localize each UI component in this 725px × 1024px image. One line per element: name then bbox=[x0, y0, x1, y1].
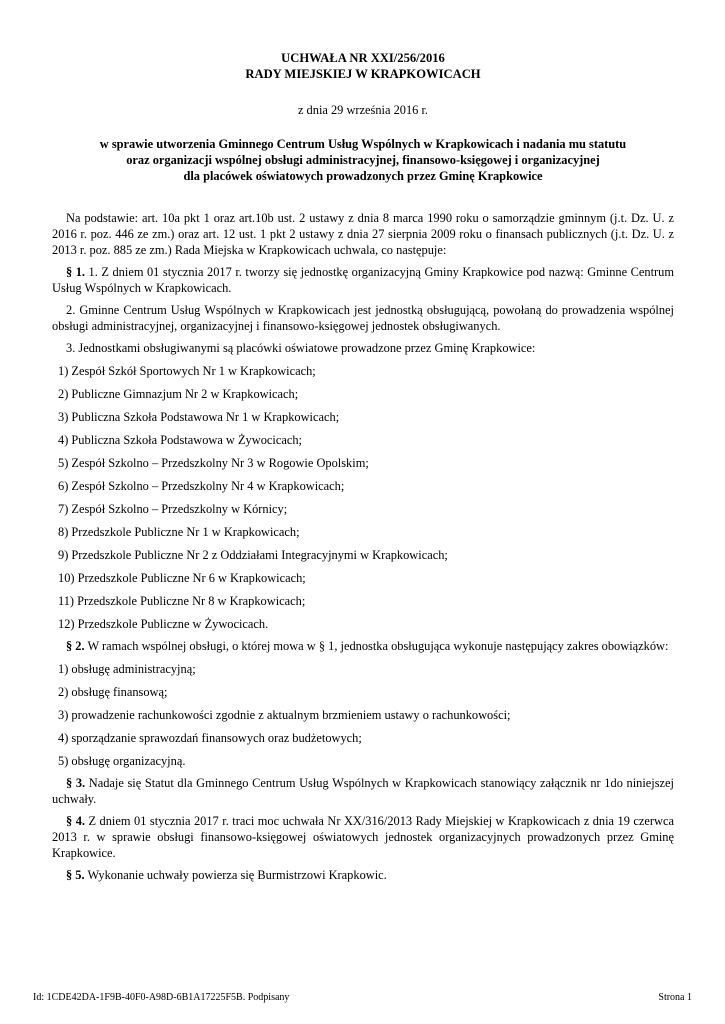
resolution-subject bbox=[52, 136, 674, 184]
list-item: 10) Przedszkole Publiczne Nr 6 w Krapkowicach; bbox=[58, 571, 306, 585]
list-item: 1) Zespół Szkół Sportowych Nr 1 w Krapkowicach; bbox=[58, 364, 316, 378]
list-item: 9) Przedszkole Publiczne Nr 2 z Oddziałami Integracyjnymi w Krapkowicach; bbox=[58, 548, 448, 562]
resolution-number: UCHWAŁA NR XXI/256/2016 bbox=[281, 51, 445, 65]
list-item: 3) prowadzenie rachunkowości zgodnie z aktualnym brzmieniem ustawy o rachunkowości; bbox=[58, 708, 511, 722]
subject-line: dla placówek oświatowych prowadzonych przez Gminę Krapkowice bbox=[183, 169, 543, 183]
section-mark: § 1. bbox=[66, 265, 86, 279]
section-1-para-1 bbox=[52, 264, 674, 296]
section-text: Wykonanie uchwały powierza się Burmistrzowi Krapkowic. bbox=[84, 868, 387, 882]
resolution-date: z dnia 29 września 2016 r. bbox=[297, 103, 429, 117]
list-item: 11) Przedszkole Publiczne Nr 8 w Krapkowicach; bbox=[58, 594, 306, 608]
section-mark: § 3. bbox=[66, 776, 86, 790]
section-text: Z dniem 01 stycznia 2017 r. traci moc uchwała Nr XX/316/2013 Rady Miejskiej w Krapkowicach z dnia 19 czerwca 2013 r. w sprawie obsługi finansowo-księgowej oświatowych jednostek organizacyjnych prowadzonych przez Gminę Krapkowice. bbox=[52, 814, 674, 860]
section-4 bbox=[52, 813, 674, 861]
council-name: RADY MIEJSKIEJ W KRAPKOWICACH bbox=[245, 67, 481, 81]
section-mark: § 2. bbox=[66, 639, 85, 653]
list-item: 6) Zespół Szkolno – Przedszkolny Nr 4 w Krapkowicach; bbox=[58, 479, 345, 493]
section-1-para-3: 3. Jednostkami obsługiwanymi są placówki oświatowe prowadzone przez Gminę Krapkowice: bbox=[66, 341, 536, 355]
list-item: 7) Zespół Szkolno – Przedszkolny w Kórnicy; bbox=[58, 502, 288, 516]
section-mark: § 4. bbox=[66, 814, 85, 828]
section-text: 1. Z dniem 01 stycznia 2017 r. tworzy się jednostkę organizacyjną Gminy Krapkowice pod nazwą: Gminne Centrum Usług Wspólnych w Krapkowicach. bbox=[52, 265, 675, 295]
section-3 bbox=[52, 775, 674, 807]
section-text: W ramach wspólnej obsługi, o której mowa w § 1, jednostka obsługująca wykonuje następujący zakres obowiązków: bbox=[84, 639, 669, 653]
legal-basis: Na podstawie: art. 10a pkt 1 oraz art.10b ust. 2 ustawy z dnia 8 marca 1990 roku o samorządzie gminnym (j.t. Dz. U. z 2016 r. poz. 446 ze zm.) oraz art. 12 ust. 1 pkt 2 ustawy z dnia 27 sierpnia 2009 roku o finansach publicznych (j.t. Dz. U. z 2013 r. poz. 885 ze zm.) Rada Miejska w Krapkowicach uchwala, co następuje: bbox=[52, 211, 674, 257]
resolution-body bbox=[52, 264, 674, 883]
list-item: 4) sporządzanie sprawozdań finansowych oraz budżetowych; bbox=[58, 731, 362, 745]
list-item: 5) Zespół Szkolno – Przedszkolny Nr 3 w Rogowie Opolskim; bbox=[58, 456, 369, 470]
document-id: Id: 1CDE42DA-1F9B-40F0-A98D-6B1A17225F5B. Podpisany bbox=[33, 992, 290, 1003]
page-footer bbox=[33, 992, 692, 1003]
list-item: 3) Publiczna Szkoła Podstawowa Nr 1 w Krapkowicach; bbox=[58, 410, 340, 424]
list-item: 2) Publiczne Gimnazjum Nr 2 w Krapkowicach; bbox=[58, 387, 299, 401]
section-mark: § 5. bbox=[66, 868, 85, 882]
list-item: 1) obsługę administracyjną; bbox=[58, 662, 196, 676]
section-2 bbox=[52, 638, 674, 654]
list-item: 4) Publiczna Szkoła Podstawowa w Żywocicach; bbox=[58, 433, 302, 447]
subject-line: oraz organizacji wspólnej obsługi administracyjnej, finansowo-księgowej i organizacyjnej bbox=[126, 153, 600, 167]
page-number: Strona 1 bbox=[658, 992, 692, 1003]
list-item: 8) Przedszkole Publiczne Nr 1 w Krapkowicach; bbox=[58, 525, 300, 539]
list-item: 2) obsługę finansową; bbox=[58, 685, 168, 699]
list-item: 12) Przedszkole Publiczne w Żywocicach. bbox=[58, 617, 269, 631]
resolution-header bbox=[52, 50, 674, 82]
subject-line: w sprawie utworzenia Gminnego Centrum Usług Wspólnych w Krapkowicach i nadania mu statutu bbox=[99, 137, 627, 151]
section-1-para-2: 2. Gminne Centrum Usług Wspólnych w Krapkowicach jest jednostką obsługującą, powołaną do prowadzenia wspólnej obsługi administracyjnej, organizacyjnej i finansowo-księgowej jednostek obsługiwanych. bbox=[52, 303, 674, 333]
document-page bbox=[52, 50, 674, 883]
section-5 bbox=[52, 867, 674, 883]
section-text: Nadaje się Statut dla Gminnego Centrum Usług Wspólnych w Krapkowicach stanowiący załącznik nr 1do niniejszej uchwały. bbox=[52, 776, 674, 806]
list-item: 5) obsługę organizacyjną. bbox=[58, 754, 186, 768]
